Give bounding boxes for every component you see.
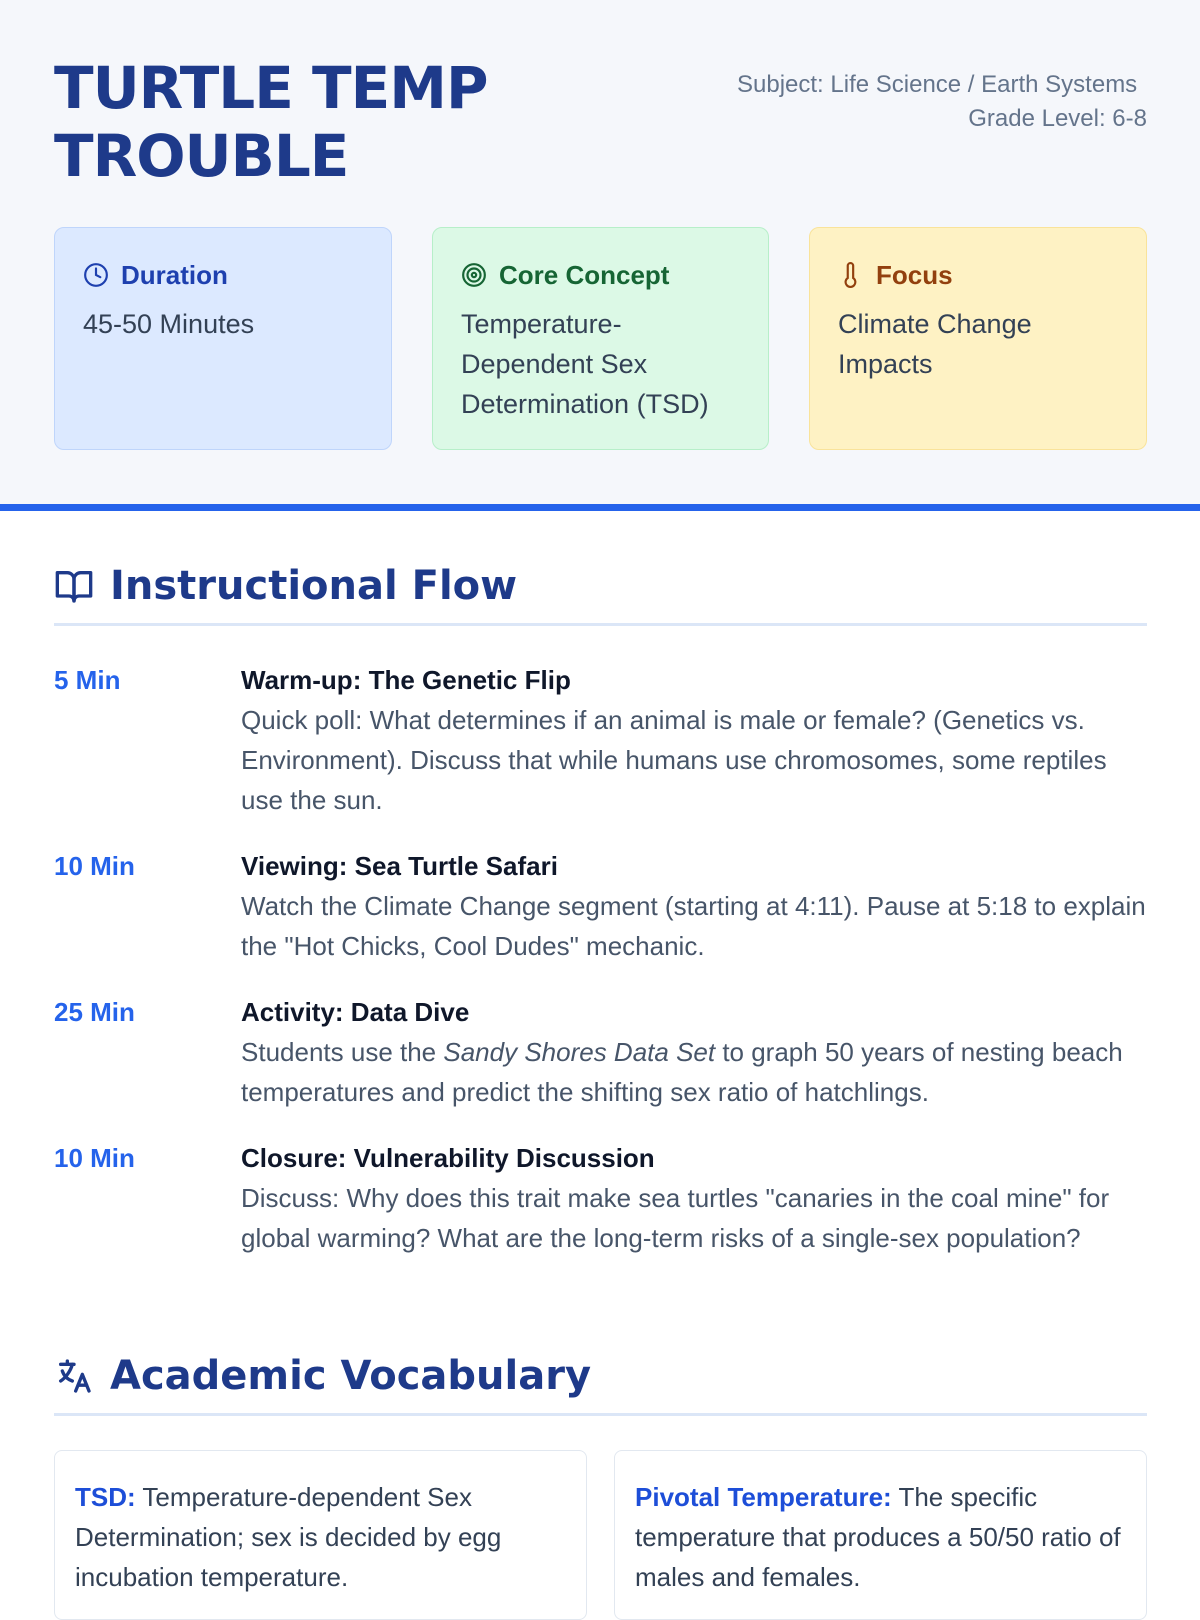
target-icon — [461, 262, 487, 288]
step-description — [241, 1032, 1147, 1112]
duration-value: 45-50 Minutes — [83, 309, 255, 339]
core-concept-label: Core Concept — [499, 259, 670, 290]
step-content — [241, 992, 1147, 1112]
grade-level-label: Grade Level: 6-8 — [968, 105, 1147, 132]
page-title: TURTLE TEMP TROUBLE — [54, 54, 488, 190]
focus-card-header — [838, 258, 1118, 292]
vocab-card-tsd — [54, 1450, 587, 1620]
academic-vocabulary-title: Academic Vocabulary — [110, 1352, 592, 1399]
flow-step — [54, 992, 1147, 1112]
step-time: 5 Min — [54, 665, 121, 695]
step-content — [241, 846, 1147, 966]
flow-step — [54, 1138, 1147, 1258]
core-concept-card — [432, 227, 769, 450]
core-concept-card-header — [461, 258, 740, 292]
step-description: Quick poll: What determines if an animal is male or female? (Genetics vs. Environment). Discuss that while humans use chromosomes, some reptiles use the sun. — [241, 705, 1107, 815]
instructional-flow-title: Instructional Flow — [110, 562, 518, 609]
academic-vocabulary-heading — [54, 1348, 1147, 1416]
data-set-name: Sandy Shores Data Set — [443, 1037, 716, 1067]
step-content — [241, 1138, 1147, 1258]
vocab-term: Pivotal Temperature: — [635, 1482, 892, 1512]
step-time: 25 Min — [54, 997, 135, 1027]
vocab-definition: The specific temperature that produces a 50/50 ratio of males and females. — [635, 1482, 1121, 1592]
step-description: Watch the Climate Change segment (starting at 4:11). Pause at 5:18 to explain the "Hot Chicks, Cool Dudes" mechanic. — [241, 891, 1146, 961]
flow-step — [54, 660, 1147, 820]
clock-icon — [83, 262, 109, 288]
thermometer-icon — [838, 262, 864, 288]
flow-step — [54, 846, 1147, 966]
instructional-flow-list — [54, 660, 1147, 1284]
vocab-term: TSD: — [75, 1482, 136, 1512]
step-description-after: to graph 50 years of nesting beach temperatures and predict the shifting sex ratio of hatchlings. — [241, 1037, 1123, 1107]
step-heading: Viewing: Sea Turtle Safari — [241, 851, 558, 881]
focus-label: Focus — [876, 259, 953, 290]
duration-card-header — [83, 258, 363, 292]
vocab-card-pivotal-temperature — [614, 1450, 1147, 1620]
focus-card — [809, 227, 1147, 450]
vocab-definition: Temperature-dependent Sex Determination; sex is decided by egg incubation temperature. — [75, 1482, 502, 1592]
step-heading: Closure: Vulnerability Discussion — [241, 1143, 655, 1173]
lesson-header — [0, 0, 1200, 511]
step-heading: Warm-up: The Genetic Flip — [241, 665, 571, 695]
lesson-meta — [737, 68, 1147, 136]
step-content — [241, 660, 1147, 820]
duration-card — [54, 227, 392, 450]
subject-label: Subject: Life Science / Earth Systems — [737, 71, 1138, 98]
duration-label: Duration — [121, 259, 228, 290]
focus-value: Climate Change Impacts — [838, 309, 1032, 379]
step-time: 10 Min — [54, 1143, 135, 1173]
step-description-before: Students use the — [241, 1037, 444, 1067]
step-time: 10 Min — [54, 851, 135, 881]
step-description: Discuss: Why does this trait make sea turtles "canaries in the coal mine" for global warming? What are the long-term risks of a single-sex population? — [241, 1183, 1110, 1253]
step-heading: Activity: Data Dive — [241, 997, 470, 1027]
instructional-flow-heading — [54, 558, 1147, 626]
translate-icon — [54, 1356, 94, 1396]
core-concept-value: Temperature-Dependent Sex Determination (TSD) — [461, 309, 709, 419]
book-open-icon — [54, 566, 94, 606]
